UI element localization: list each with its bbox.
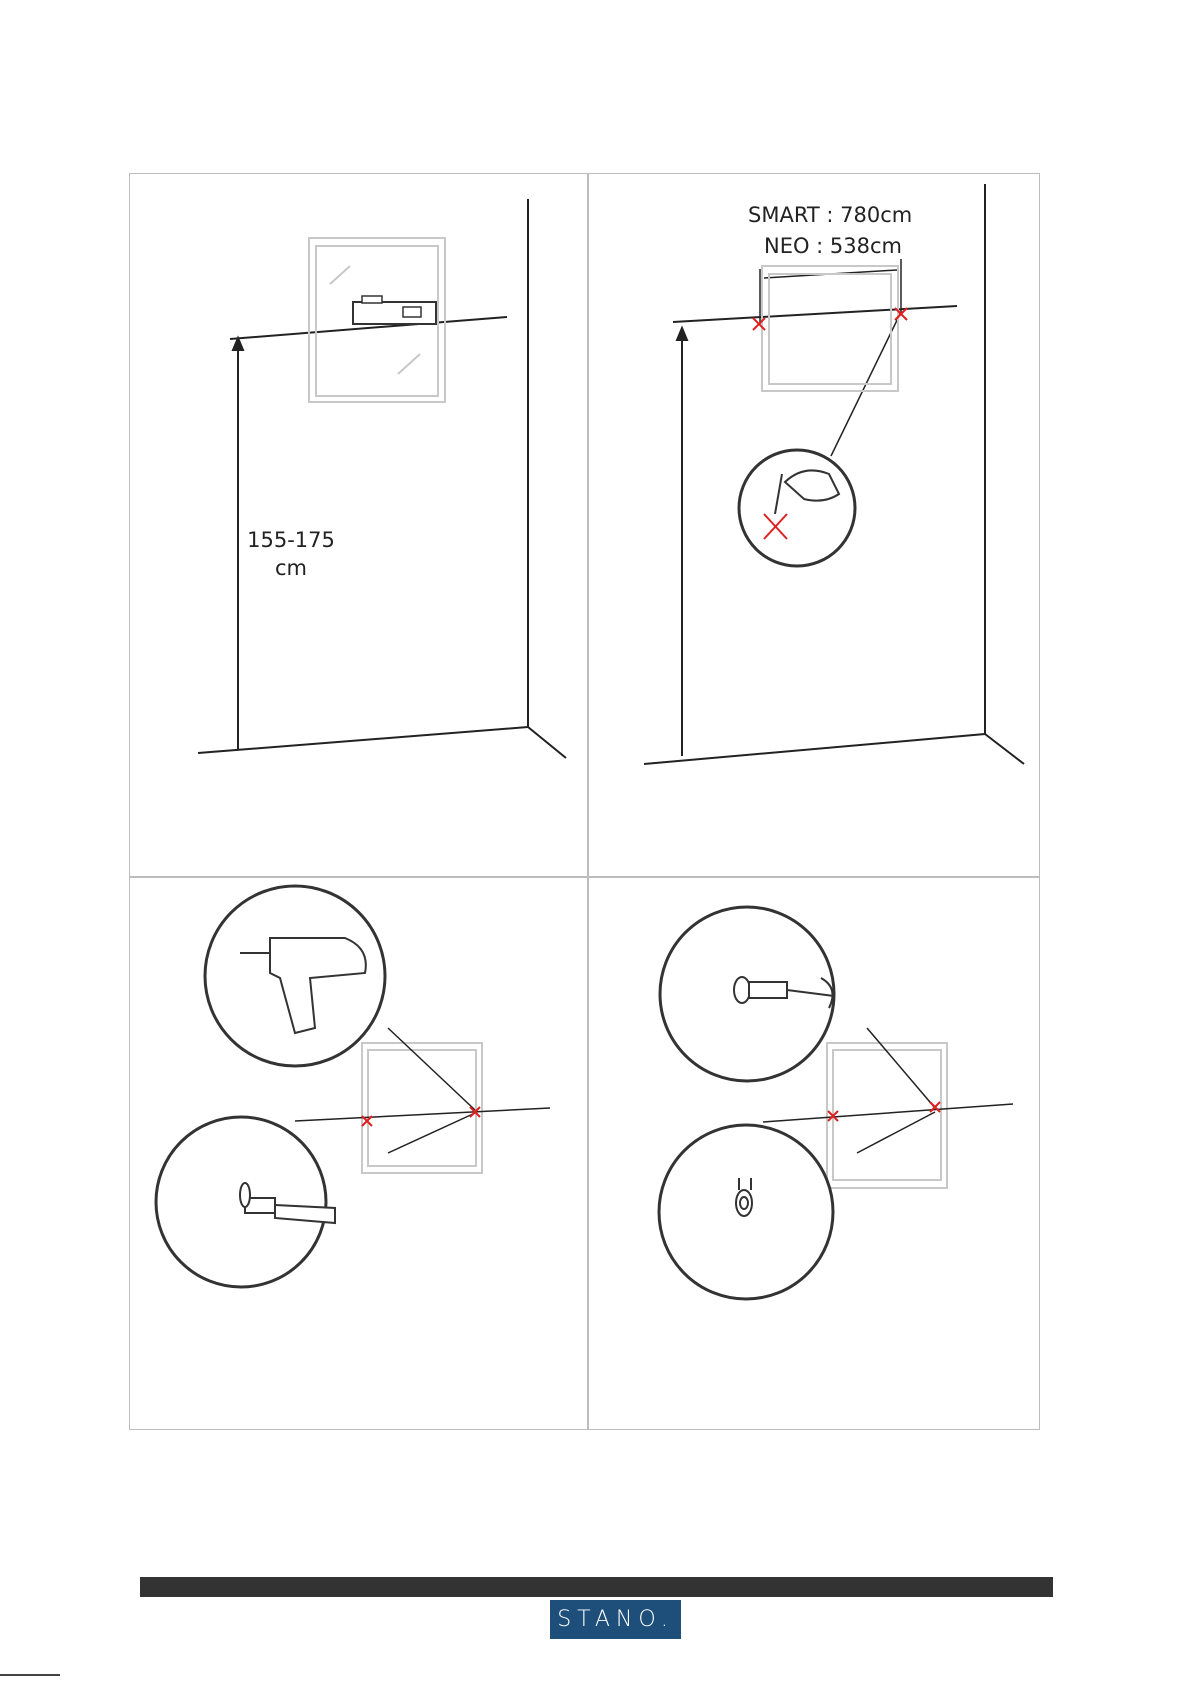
- neo-width-label: NEO : 538cm: [764, 234, 903, 258]
- arrow-head: [677, 328, 687, 340]
- level-line: [295, 1108, 550, 1121]
- level-line: [673, 306, 957, 322]
- magnified-marking-circle: [739, 450, 855, 566]
- floor-corner-line: [528, 727, 566, 758]
- arrow-head: [233, 338, 243, 350]
- page-corner-mark: [0, 1674, 60, 1676]
- drill-mark-icons: [753, 308, 907, 330]
- height-range-label: 155-175 cm: [247, 528, 335, 580]
- brand-logo: STANO.: [550, 1600, 681, 1639]
- footer-bar: [140, 1577, 1053, 1597]
- smart-width-label: SMART : 780cm: [748, 203, 913, 227]
- floor-corner-line: [985, 734, 1024, 764]
- panel-step4-illustration: [589, 878, 1040, 1429]
- mirror-outline: [362, 1043, 482, 1173]
- floor-line: [198, 727, 528, 753]
- floor-line: [644, 734, 985, 764]
- mirror-outline: [762, 266, 898, 391]
- panel-step1-illustration: [130, 174, 587, 876]
- spirit-level-icon: [353, 296, 436, 324]
- level-line: [763, 1104, 1013, 1122]
- panel-step3-illustration: [130, 878, 587, 1429]
- panel-step2-illustration: [589, 174, 1040, 876]
